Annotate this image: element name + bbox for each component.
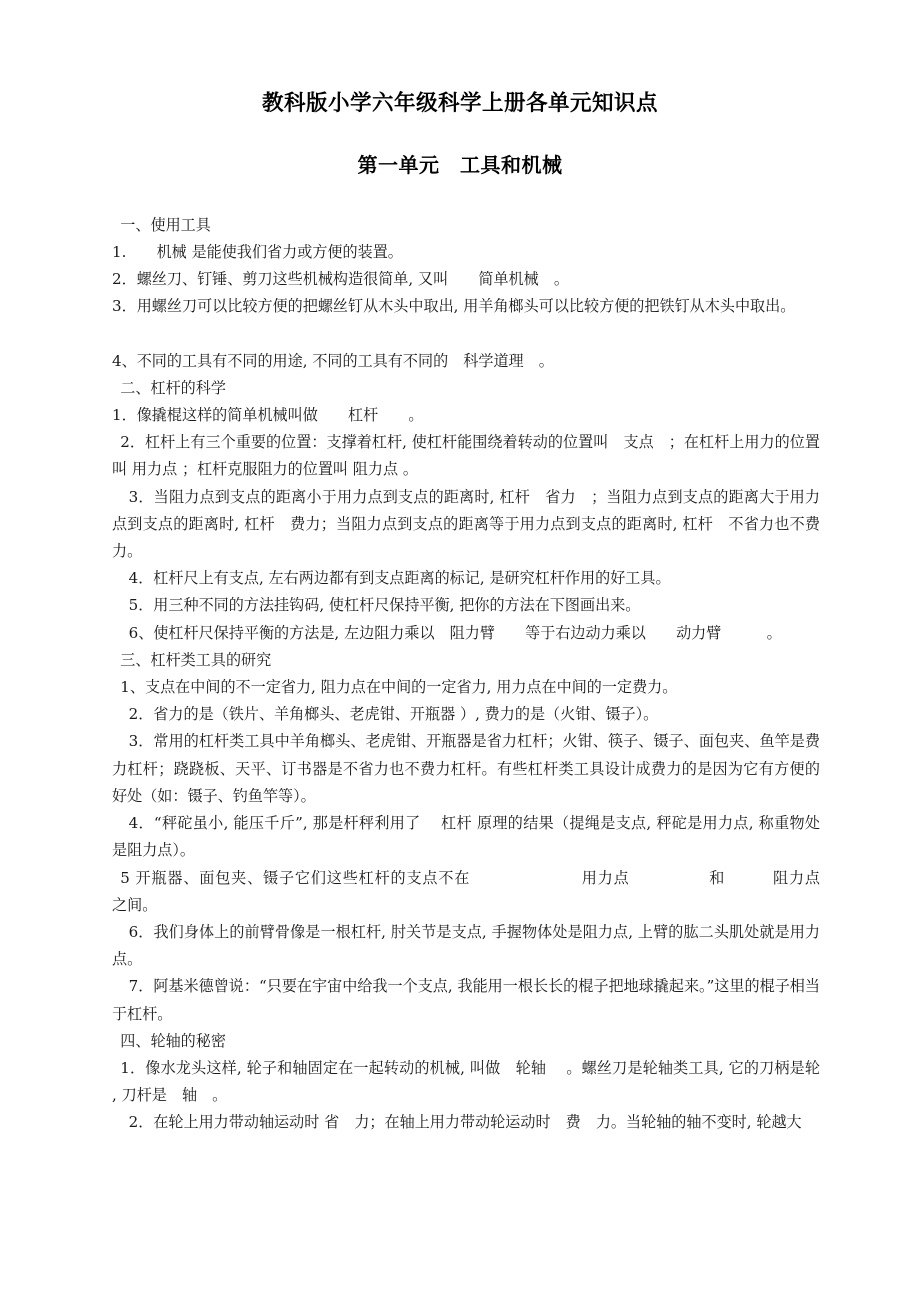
text-line: 6．我们身体上的前臂骨像是一根杠杆, 肘关节是支点, 手握物体处是阻力点, 上臂的肱二头肌处就是用力点。 xyxy=(112,922,820,969)
text-line: 6、使杠杆尺保持平衡的方法是, 左边阻力乘以 阻力臂 等于右边动力乘以 动力臂 。 xyxy=(128,623,782,642)
text-line: 3．用螺丝刀可以比较方便的把螺丝钉从木头中取出, 用羊角榔头可以比较方便的把铁钉从木头中取出。 xyxy=(112,297,796,316)
text-line: 5．用三种不同的方法挂钩码, 使杠杆尺保持平衡, 把你的方法在下图画出来。 xyxy=(128,596,641,615)
text-line: 7．阿基米德曾说：“只要在宇宙中给我一个支点, 我能用一根长长的棍子把地球撬起来。”这里的棍子相当于杠杆。 xyxy=(112,977,820,1023)
text-line: 2．省力的是（铁片、羊角榔头、老虎钳、开瓶器 ）, 费力的是（火钳、镊子）。 xyxy=(128,705,659,724)
text-line: 1．像撬棍这样的简单机械叫做 杠杆 。 xyxy=(112,406,424,425)
blank-line xyxy=(112,320,820,347)
text-line: 二、杠杆的科学 xyxy=(120,378,226,397)
document-content xyxy=(0,176,920,1137)
text-line: 四、轮轴的秘密 xyxy=(120,1031,226,1050)
text-line: 3．常用的杠杆类工具中羊角榔头、老虎钳、开瓶器是省力杠杆；火钳、筷子、镊子、面包夹、鱼竿是费力杠杆；跷跷板、天平、订书器是不省力也不费力杠杆。有些杠杆类工具设计成费力的是因为它有方便的好处（如：镊子、钓鱼竿等）。 xyxy=(112,732,820,805)
text-line: 4、不同的工具有不同的用途, 不同的工具有不同的 科学道理 。 xyxy=(112,351,554,370)
text-line: 2．在轮上用力带动轴运动时 省 力；在轴上用力带动轮运动时 费 力。当轮轴的轴不变时, 轮越大 xyxy=(128,1113,802,1132)
text-line: 3．当阻力点到支点的距离小于用力点到支点的距离时, 杠杆 省力 ；当阻力点到支点的距离大于用力点到支点的距离时, 杠杆 费力；当阻力点到支点的距离等于用力点到支点的距离时, 杠杆 不省力也不费力。 xyxy=(112,487,820,561)
text-line: 一、使用工具 xyxy=(120,215,211,234)
text-line: 2．螺丝刀、钉锤、剪刀这些机械构造很简单, 又叫 简单机械 。 xyxy=(112,270,569,289)
text-line: 5 开瓶器、面包夹、镊子它们这些杠杆的支点不在 用力点 和 阻力点 之间。 xyxy=(112,868,896,914)
text-line: 1、支点在中间的不一定省力, 阻力点在中间的一定省力, 用力点在中间的一定费力。 xyxy=(120,678,678,697)
text-line: 1．像水龙头这样, 轮子和轴固定在一起转动的机械, 叫做 轮轴 。螺丝刀是轮轴类工具, 它的刀柄是轮 , 刀杆是 轴 。 xyxy=(112,1058,825,1105)
text-line: 4．杠杆尺上有支点, 左右两边都有到支点距离的标记, 是研究杠杆作用的好工具。 xyxy=(128,569,671,588)
text-line: 4．“秤砣虽小, 能压千斤”, 那是杆秤利用了 杠杆 原理的结果（提绳是支点, 秤砣是用力点, 称重物处是阻力点）。 xyxy=(112,814,820,860)
text-line: 三、杠杆类工具的研究 xyxy=(120,650,272,669)
text-line: 2．杠杆上有三个重要的位置：支撑着杠杆, 使杠杆能围绕着转动的位置叫 支点 ；在杠杆上用力的位置叫 用力点 ；杠杆克服阻力的位置叫 阻力点 。 xyxy=(112,433,820,479)
unit-subtitle: 第一单元 工具和机械 xyxy=(357,152,563,177)
text-line: 1. 机械 是能使我们省力或方便的装置。 xyxy=(112,242,403,261)
page-title: 教科版小学六年级科学上册各单元知识点 xyxy=(261,91,658,116)
